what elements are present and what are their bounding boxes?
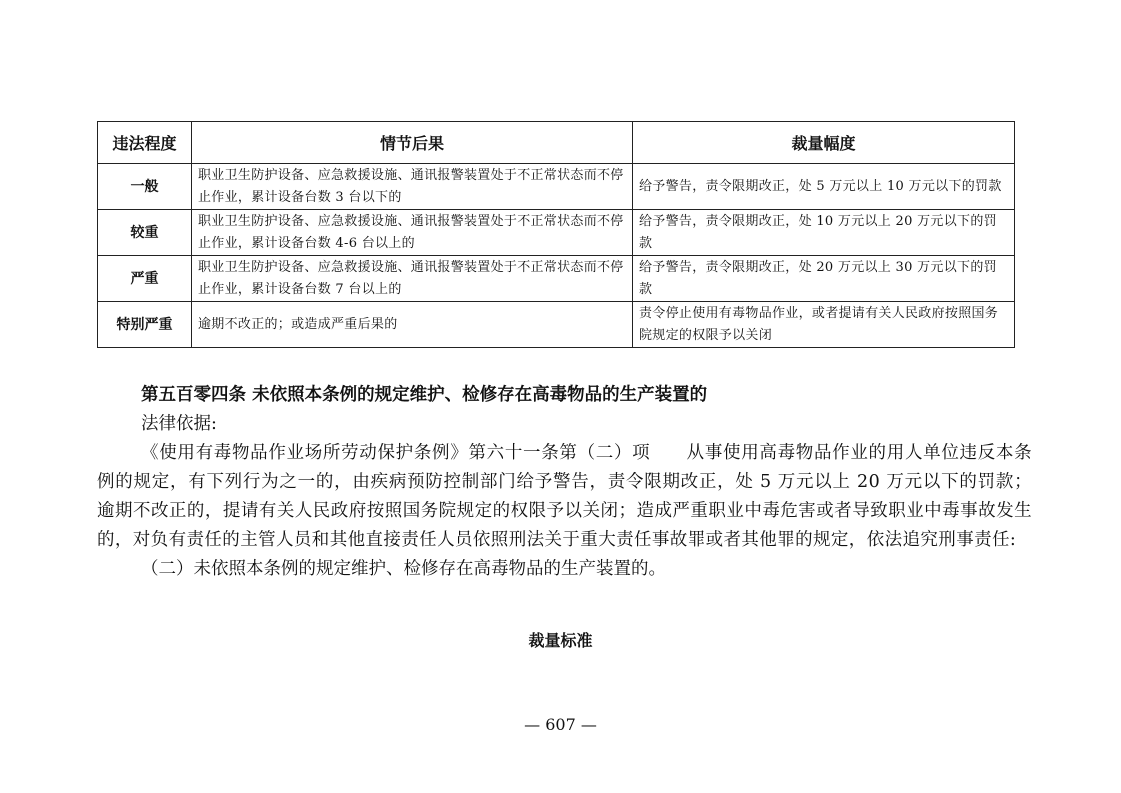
circumstance-text: 职业卫生防护设备、应急救援设施、通讯报警装置处于不正常状态而不停止作业，累计设备台数 3 台以下的 <box>198 167 624 205</box>
standard-title: 裁量标准 <box>528 631 593 650</box>
violation-level-cell: 严重 <box>98 256 192 302</box>
article-heading: 第五百零四条 未依照本条例的规定维护、检修存在高毒物品的生产装置的 <box>141 385 708 405</box>
page-number: — 607 — <box>524 715 597 734</box>
circumstance-cell <box>192 302 633 348</box>
table-row <box>98 302 1015 348</box>
circumstance-text: 逾期不改正的；或造成严重后果的 <box>198 316 398 332</box>
violation-level-cell: 较重 <box>98 210 192 256</box>
penalty-text: 责令停止使用有毒物品作业，或者提请有关人民政府按照国务院规定的权限予以关闭 <box>639 305 999 343</box>
header-penalty-range: 裁量幅度 <box>633 122 1015 164</box>
legal-basis-text: 从事使用高毒物品作业的用人单位违反本条例的规定，有下列行为之一的，由疾病预防控制部门给予警告，责令限期改正，处 5 万元以上 20 万元以下的罚款；逾期不改正的，提请有关人民政府按照国务院规定的权限予以关闭；造成严重职业中毒危害或者导致职业中毒事故发生的，对负有责任的主管人员和其他直接责任人员依照刑法关于重大责任事故罪或者其他罪的规定，依法追究刑事责任: <box>97 443 1032 550</box>
penalty-cell <box>633 302 1015 348</box>
penalty-cell <box>633 164 1015 210</box>
article-section <box>97 381 1032 584</box>
circumstance-text: 职业卫生防护设备、应急救援设施、通讯报警装置处于不正常状态而不停止作业，累计设备台数 7 台以上的 <box>198 259 624 297</box>
circumstance-cell <box>192 164 633 210</box>
penalty-text: 给予警告，责令限期改正，处 20 万元以上 30 万元以下的罚款 <box>639 259 997 297</box>
header-circumstance: 情节后果 <box>192 122 633 164</box>
violation-level-cell: 特别严重 <box>98 302 192 348</box>
penalty-text: 给予警告，责令限期改正，处 10 万元以上 20 万元以下的罚款 <box>639 213 997 251</box>
table-row <box>98 164 1015 210</box>
legal-basis-paragraph <box>97 439 1032 555</box>
violation-level-cell: 一般 <box>98 164 192 210</box>
circumstance-cell <box>192 210 633 256</box>
legal-basis-label: 法律依据: <box>141 414 217 434</box>
table-row <box>98 210 1015 256</box>
legal-basis-citation: 《使用有毒物品作业场所劳动保护条例》第六十一条第（二）项 <box>141 443 651 463</box>
table-row <box>98 256 1015 302</box>
header-violation-level: 违法程度 <box>98 122 192 164</box>
penalty-cell <box>633 210 1015 256</box>
table-header-row <box>98 122 1015 164</box>
penalty-standard-table <box>97 121 1015 348</box>
penalty-cell <box>633 256 1015 302</box>
circumstance-cell <box>192 256 633 302</box>
circumstance-text: 职业卫生防护设备、应急救援设施、通讯报警装置处于不正常状态而不停止作业，累计设备台数 4-6 台以上的 <box>198 213 624 251</box>
penalty-text: 给予警告，责令限期改正，处 5 万元以上 10 万元以下的罚款 <box>639 178 1002 194</box>
legal-basis-item: （二）未依照本条例的规定维护、检修存在高毒物品的生产装置的。 <box>141 559 666 579</box>
